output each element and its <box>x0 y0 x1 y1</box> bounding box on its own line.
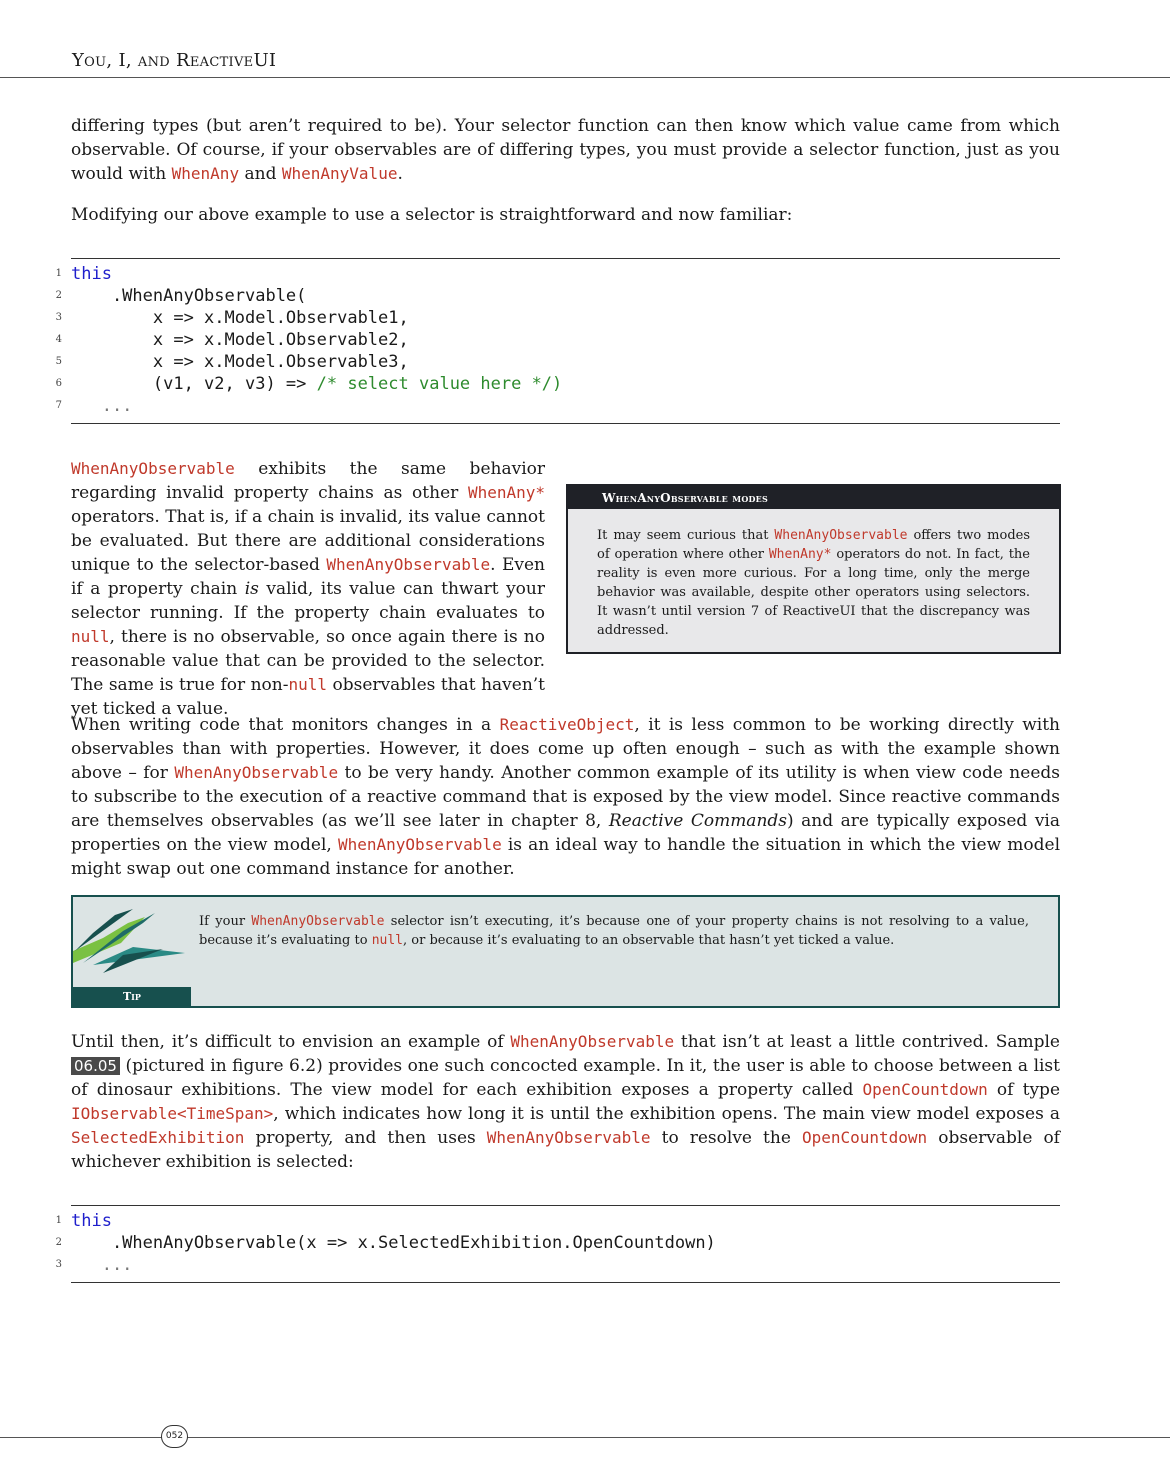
line-number: 2 <box>55 290 62 301</box>
paragraph-1 <box>71 114 1060 186</box>
inline-code: WhenAnyObservable <box>510 1032 675 1051</box>
inline-code: WhenAnyObservable <box>337 835 502 854</box>
code-text: ... <box>71 1255 133 1275</box>
code-keyword: this <box>71 1211 112 1231</box>
text-run: Until then, it’s difficult to envision an example of <box>71 1032 511 1052</box>
text-run: . Even if a property chain <box>71 555 545 599</box>
code-line <box>55 264 1060 286</box>
text-run: differing types (but aren’t required to be). Your selector function can then know which value came from which observable. Of course, if your observables are of differing types, you must provide a selector function, just as you would with <box>71 116 1060 184</box>
inline-code: WhenAnyObservable <box>774 528 908 543</box>
inline-code: WhenAnyObservable <box>251 914 385 929</box>
inline-code: WhenAnyObservable <box>486 1128 651 1147</box>
paragraph-3 <box>71 457 545 721</box>
inline-code: null <box>71 627 110 646</box>
code-text: x => x.Model.Observable3, <box>71 352 409 372</box>
line-number: 7 <box>55 400 62 411</box>
tip-label: Tip <box>73 987 191 1006</box>
text-run: of type <box>987 1080 1060 1100</box>
text-run: offers two modes of operation where other <box>597 528 1031 562</box>
paragraph-2: Modifying our above example to use a selector is straightforward and now familiar: <box>71 205 793 225</box>
code-comment: /* select value here */) <box>316 374 563 394</box>
code-text: .WhenAnyObservable( <box>71 286 307 306</box>
text-run: selector isn’t executing, it’s because one of your property chains is not resolving to a value, because it’s evaluating to <box>199 914 1029 948</box>
code-keyword: this <box>71 264 112 284</box>
code-text: x => x.Model.Observable1, <box>71 308 409 328</box>
inline-code: IObservable<TimeSpan> <box>71 1104 274 1123</box>
inline-code: WhenAnyObservable <box>326 555 491 574</box>
inline-code: WhenAnyObservable <box>71 459 235 478</box>
tip-text <box>199 912 1029 950</box>
text-run: is an ideal way to handle the situation in which the view model might swap out one command instance for another. <box>71 835 1061 879</box>
text-run: , or because it’s evaluating to an observable that hasn’t yet ticked a value. <box>403 933 895 948</box>
line-number: 1 <box>55 268 62 279</box>
code-line <box>55 286 1060 308</box>
inline-code: null <box>288 675 327 694</box>
line-number: 4 <box>55 334 62 345</box>
inline-code: SelectedExhibition <box>71 1128 245 1147</box>
inline-code: WhenAny* <box>768 547 832 562</box>
text-run: , there is no observable, so once again there is no reasonable value that can be provided to the selector. The same is true for non- <box>71 627 545 695</box>
text-run: exhibits the same behavior regarding invalid property chains as other <box>71 459 545 503</box>
inline-code: WhenAny* <box>467 483 545 502</box>
text-run: property, and then uses <box>244 1128 487 1148</box>
code-line <box>55 396 1060 418</box>
line-number: 2 <box>55 1237 62 1248</box>
text-run: and <box>239 164 282 184</box>
text-run: It may seem curious that <box>597 528 775 543</box>
code-block-1 <box>55 258 1060 424</box>
tip-leaf-icon <box>73 903 191 975</box>
text-run: that isn’t at least a little contrived. Sample <box>674 1032 1060 1052</box>
line-number: 1 <box>55 1215 62 1226</box>
inline-code: null <box>371 933 404 948</box>
page-number: 052 <box>161 1425 188 1448</box>
code-line <box>55 352 1060 374</box>
sample-badge[interactable]: 06.05 <box>71 1057 120 1075</box>
text-run: ) and are typically exposed via properties on the view model, <box>71 811 1060 855</box>
code-block-2 <box>55 1205 1060 1283</box>
paragraph-5 <box>71 1030 1060 1174</box>
text-run: to resolve the <box>650 1128 802 1148</box>
sidebar-title: WhenAnyObservable modes <box>568 486 1059 509</box>
inline-code: OpenCountdown <box>801 1128 928 1147</box>
code-line <box>55 1255 1060 1277</box>
code-text: ... <box>71 396 133 416</box>
inline-code: WhenAnyValue <box>281 164 398 183</box>
sidebar-body <box>597 526 1030 640</box>
text-run: If your <box>199 914 252 929</box>
code-text: x => x.Model.Observable2, <box>71 330 409 350</box>
code-line <box>55 308 1060 330</box>
code-text: .WhenAnyObservable(x => x.SelectedExhibition.OpenCountdown) <box>71 1233 716 1253</box>
emphasis: is <box>244 579 259 599</box>
line-number: 6 <box>55 378 62 389</box>
text-run: operators. That is, if a chain is invalid, its value cannot be evaluated. But there are additional considerations unique to the selector-based <box>71 507 545 575</box>
header-rule <box>0 77 1170 78</box>
inline-code: WhenAny <box>171 164 240 183</box>
text-run: operators do not. In fact, the reality is even more curious. For a long time, only the merge behavior was available, despite other operators using selectors. It wasn’t until version 7 of ReactiveUI that the discrepancy was addressed. <box>597 547 1030 638</box>
code-text: (v1, v2, v3) => <box>71 374 317 394</box>
sidebar-box <box>566 484 1061 654</box>
inline-code: ReactiveObject <box>499 715 635 734</box>
paragraph-4 <box>71 713 1060 881</box>
emphasis: Reactive Commands <box>608 811 787 831</box>
code-line <box>55 1233 1060 1255</box>
code-line <box>55 330 1060 352</box>
text-run: (pictured in figure 6.2) provides one such concocted example. In it, the user is able to choose between a list of dinosaur exhibitions. The view model for each exhibition exposes a property called <box>71 1056 1060 1100</box>
inline-code: OpenCountdown <box>862 1080 988 1099</box>
code-line <box>55 1211 1060 1233</box>
text-run: , which indicates how long it is until the exhibition opens. The main view model exposes a <box>273 1104 1060 1124</box>
code-line <box>55 374 1060 396</box>
tip-box <box>71 895 1060 1008</box>
running-header: You, I, and ReactiveUI <box>72 50 277 71</box>
line-number: 3 <box>55 1259 62 1270</box>
text-run: observable of whichever exhibition is selected: <box>71 1128 1060 1172</box>
line-number: 3 <box>55 312 62 323</box>
text-run: . <box>397 164 403 184</box>
text-run: When writing code that monitors changes in a <box>71 715 500 735</box>
inline-code: WhenAnyObservable <box>174 763 339 782</box>
text-run: to be very handy. Another common example of its utility is when view code needs to subscribe to the execution of a reactive command that is exposed by the view model. Since reactive commands are themselves observables (as we’ll see later in chapter 8, <box>71 763 1060 831</box>
text-run: observables that haven’t yet ticked a value. <box>71 675 545 719</box>
text-run: valid, its value can thwart your selector running. If the property chain evaluates to <box>71 579 545 623</box>
text-run: , it is less common to be working directly with observables than with properties. However, it does come up often enough – such as with the example shown above – for <box>71 715 1060 783</box>
line-number: 5 <box>55 356 62 367</box>
